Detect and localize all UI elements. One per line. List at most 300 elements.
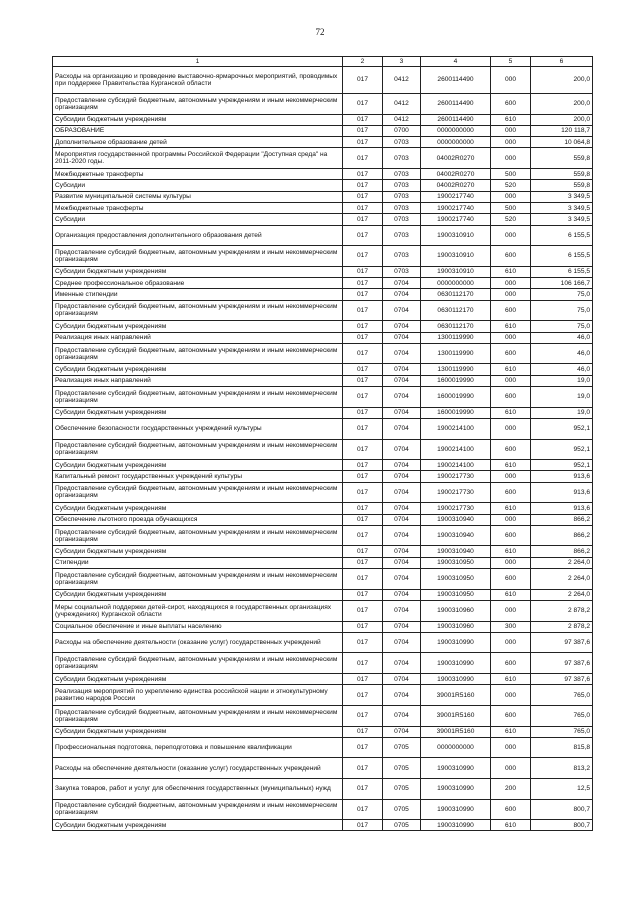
row-amount: 2 878,2 (531, 600, 593, 621)
row-target-article: 1900310990 (421, 674, 491, 685)
row-section-code: 0704 (383, 343, 421, 364)
row-department-code: 017 (343, 779, 383, 800)
row-name: Субсидии бюджетным учреждениям (53, 726, 343, 737)
row-department-code: 017 (343, 546, 383, 557)
row-expense-type: 600 (491, 525, 531, 546)
row-target-article: 1900214100 (421, 460, 491, 471)
table-row (53, 125, 593, 136)
row-department-code: 017 (343, 557, 383, 568)
row-department-code: 017 (343, 332, 383, 343)
row-target-article: 1900310940 (421, 514, 491, 525)
row-name: Расходы на обеспечение деятельности (оказание услуг) государственных учреждений (53, 758, 343, 779)
row-expense-type: 000 (491, 332, 531, 343)
row-expense-type: 000 (491, 289, 531, 300)
table-row (53, 569, 593, 590)
table-row (53, 278, 593, 289)
table-row (53, 67, 593, 94)
row-expense-type: 500 (491, 169, 531, 180)
row-target-article: 1900217730 (421, 503, 491, 514)
row-target-article: 1900310990 (421, 820, 491, 831)
table-row (53, 514, 593, 525)
row-department-code: 017 (343, 674, 383, 685)
row-section-code: 0704 (383, 278, 421, 289)
row-name: Субсидии бюджетным учреждениям (53, 114, 343, 125)
row-name: Обеспечение безопасности государственных учреждений культуры (53, 418, 343, 439)
table-row (53, 471, 593, 482)
table-row (53, 343, 593, 364)
row-target-article: 2600114490 (421, 94, 491, 115)
row-amount: 97 387,6 (531, 674, 593, 685)
row-department-code: 017 (343, 387, 383, 408)
row-amount: 765,0 (531, 705, 593, 726)
row-section-code: 0704 (383, 557, 421, 568)
row-section-code: 0704 (383, 685, 421, 706)
row-expense-type: 600 (491, 482, 531, 503)
row-section-code: 0705 (383, 779, 421, 800)
row-target-article: 1600019990 (421, 375, 491, 386)
row-expense-type: 600 (491, 653, 531, 674)
row-expense-type: 000 (491, 737, 531, 758)
row-section-code: 0704 (383, 653, 421, 674)
row-amount: 3 349,5 (531, 214, 593, 225)
row-amount: 6 155,5 (531, 246, 593, 267)
row-amount: 97 387,6 (531, 632, 593, 653)
header-cell: 4 (421, 57, 491, 67)
row-department-code: 017 (343, 482, 383, 503)
row-expense-type: 610 (491, 503, 531, 514)
row-department-code: 017 (343, 266, 383, 277)
row-amount: 6 155,5 (531, 225, 593, 246)
table-row (53, 674, 593, 685)
row-section-code: 0703 (383, 214, 421, 225)
row-target-article: 1900217730 (421, 482, 491, 503)
row-expense-type: 610 (491, 589, 531, 600)
row-amount: 2 264,0 (531, 589, 593, 600)
row-target-article: 1900310940 (421, 525, 491, 546)
row-section-code: 0412 (383, 94, 421, 115)
row-name: Субсидии бюджетным учреждениям (53, 589, 343, 600)
row-department-code: 017 (343, 375, 383, 386)
row-name: Капитальный ремонт государственных учреждений культуры (53, 471, 343, 482)
row-name: Предоставление субсидий бюджетным, автономным учреждениям и иным некоммерческим организациям (53, 246, 343, 267)
row-department-code: 017 (343, 569, 383, 590)
row-name: Субсидии бюджетным учреждениям (53, 503, 343, 514)
row-target-article: 1300119990 (421, 364, 491, 375)
row-amount: 765,0 (531, 685, 593, 706)
row-expense-type: 000 (491, 278, 531, 289)
row-amount: 12,5 (531, 779, 593, 800)
table-row (53, 300, 593, 321)
row-name: Предоставление субсидий бюджетным, автономным учреждениям и иным некоммерческим организациям (53, 569, 343, 590)
row-amount: 913,6 (531, 503, 593, 514)
row-section-code: 0704 (383, 387, 421, 408)
table-row (53, 266, 593, 277)
row-department-code: 017 (343, 278, 383, 289)
table-row (53, 225, 593, 246)
row-department-code: 017 (343, 67, 383, 94)
row-name: Субсидии бюджетным учреждениям (53, 266, 343, 277)
row-name: Предоставление субсидий бюджетным, автономным учреждениям и иным некоммерческим организациям (53, 300, 343, 321)
row-amount: 200,0 (531, 114, 593, 125)
row-name: Субсидии (53, 180, 343, 191)
row-target-article: 1300119990 (421, 332, 491, 343)
row-section-code: 0704 (383, 726, 421, 737)
row-expense-type: 600 (491, 705, 531, 726)
row-amount: 19,0 (531, 407, 593, 418)
row-department-code: 017 (343, 820, 383, 831)
row-amount: 952,1 (531, 439, 593, 460)
table-row (53, 246, 593, 267)
row-section-code: 0703 (383, 225, 421, 246)
row-expense-type: 000 (491, 137, 531, 148)
row-name: Предоставление субсидий бюджетным, автономным учреждениям и иным некоммерческим организациям (53, 799, 343, 820)
row-expense-type: 000 (491, 600, 531, 621)
row-expense-type: 000 (491, 191, 531, 202)
row-section-code: 0704 (383, 289, 421, 300)
row-amount: 952,1 (531, 418, 593, 439)
row-expense-type: 600 (491, 569, 531, 590)
row-department-code: 017 (343, 289, 383, 300)
row-expense-type: 000 (491, 375, 531, 386)
row-amount: 866,2 (531, 525, 593, 546)
row-department-code: 017 (343, 514, 383, 525)
row-target-article: 0000000000 (421, 278, 491, 289)
row-expense-type: 610 (491, 321, 531, 332)
row-expense-type: 000 (491, 514, 531, 525)
row-target-article: 1900214100 (421, 439, 491, 460)
table-row (53, 632, 593, 653)
row-expense-type: 000 (491, 632, 531, 653)
row-name: Реализация иных направлений (53, 332, 343, 343)
row-amount: 19,0 (531, 375, 593, 386)
table-row (53, 191, 593, 202)
row-section-code: 0704 (383, 332, 421, 343)
row-section-code: 0705 (383, 820, 421, 831)
row-expense-type: 000 (491, 125, 531, 136)
row-department-code: 017 (343, 169, 383, 180)
row-section-code: 0704 (383, 364, 421, 375)
row-target-article: 1900310950 (421, 569, 491, 590)
row-name: Межбюджетные трансферты (53, 169, 343, 180)
header-cell: 3 (383, 57, 421, 67)
row-department-code: 017 (343, 246, 383, 267)
row-department-code: 017 (343, 191, 383, 202)
row-expense-type: 600 (491, 246, 531, 267)
row-department-code: 017 (343, 439, 383, 460)
row-target-article: 1900217740 (421, 202, 491, 213)
table-row (53, 289, 593, 300)
row-department-code: 017 (343, 214, 383, 225)
row-expense-type: 000 (491, 67, 531, 94)
row-section-code: 0704 (383, 503, 421, 514)
row-target-article: 0000000000 (421, 125, 491, 136)
row-name: Субсидии бюджетным учреждениям (53, 820, 343, 831)
row-name: Расходы на обеспечение деятельности (оказание услуг) государственных учреждений (53, 632, 343, 653)
row-name: Межбюджетные трансферты (53, 202, 343, 213)
row-expense-type: 000 (491, 685, 531, 706)
table-row (53, 737, 593, 758)
row-target-article: 1900310940 (421, 546, 491, 557)
table-row (53, 407, 593, 418)
row-name: Закупка товаров, работ и услуг для обеспечения государственных (муниципальных) нужд (53, 779, 343, 800)
row-name: Предоставление субсидий бюджетным, автономным учреждениям и иным некоммерческим организациям (53, 705, 343, 726)
row-amount: 813,2 (531, 758, 593, 779)
row-department-code: 017 (343, 600, 383, 621)
row-expense-type: 610 (491, 364, 531, 375)
row-department-code: 017 (343, 460, 383, 471)
row-expense-type: 200 (491, 779, 531, 800)
row-section-code: 0412 (383, 67, 421, 94)
row-expense-type: 610 (491, 460, 531, 471)
row-amount: 120 118,7 (531, 125, 593, 136)
row-name: Именные стипендии (53, 289, 343, 300)
row-target-article: 39001R5160 (421, 685, 491, 706)
row-expense-type: 600 (491, 387, 531, 408)
table-row (53, 321, 593, 332)
row-target-article: 1900310960 (421, 600, 491, 621)
row-name: Социальное обеспечение и иные выплаты населению (53, 621, 343, 632)
table-row (53, 214, 593, 225)
row-section-code: 0704 (383, 600, 421, 621)
row-target-article: 1900217740 (421, 191, 491, 202)
row-department-code: 017 (343, 125, 383, 136)
row-department-code: 017 (343, 148, 383, 169)
row-department-code: 017 (343, 471, 383, 482)
row-section-code: 0704 (383, 418, 421, 439)
row-section-code: 0703 (383, 169, 421, 180)
row-name: Меры социальной поддержки детей-сирот, находящихся в государственных организациях (учреждениях) Курганской области (53, 600, 343, 621)
row-section-code: 0704 (383, 482, 421, 503)
row-target-article: 0630112170 (421, 289, 491, 300)
row-name: Субсидии бюджетным учреждениям (53, 460, 343, 471)
row-expense-type: 300 (491, 621, 531, 632)
row-expense-type: 610 (491, 266, 531, 277)
row-department-code: 017 (343, 300, 383, 321)
row-name: Реализация мероприятий по укреплению единства российской нации и этнокультурному развитию народов России (53, 685, 343, 706)
row-expense-type: 610 (491, 674, 531, 685)
table-row (53, 685, 593, 706)
row-section-code: 0704 (383, 569, 421, 590)
header-cell: 6 (531, 57, 593, 67)
table-row (53, 482, 593, 503)
row-section-code: 0704 (383, 525, 421, 546)
row-section-code: 0703 (383, 266, 421, 277)
row-section-code: 0700 (383, 125, 421, 136)
row-expense-type: 610 (491, 546, 531, 557)
row-amount: 765,0 (531, 726, 593, 737)
table-row (53, 418, 593, 439)
row-department-code: 017 (343, 705, 383, 726)
row-target-article: 1900214100 (421, 418, 491, 439)
row-expense-type: 610 (491, 820, 531, 831)
row-section-code: 0704 (383, 589, 421, 600)
row-target-article: 1900310990 (421, 799, 491, 820)
row-name: Предоставление субсидий бюджетным, автономным учреждениям и иным некоммерческим организациям (53, 94, 343, 115)
row-expense-type: 600 (491, 94, 531, 115)
table-row (53, 820, 593, 831)
table-row (53, 758, 593, 779)
row-expense-type: 000 (491, 557, 531, 568)
row-section-code: 0412 (383, 114, 421, 125)
row-department-code: 017 (343, 621, 383, 632)
row-target-article: 1600019990 (421, 387, 491, 408)
row-name: Предоставление субсидий бюджетным, автономным учреждениям и иным некоммерческим организациям (53, 343, 343, 364)
row-amount: 200,0 (531, 67, 593, 94)
table-row (53, 546, 593, 557)
row-name: Мероприятия государственной программы Российской Федерации "Доступная среда" на 2011-2020 годы. (53, 148, 343, 169)
row-target-article: 39001R5160 (421, 726, 491, 737)
row-expense-type: 000 (491, 471, 531, 482)
row-expense-type: 610 (491, 726, 531, 737)
row-amount: 97 387,6 (531, 653, 593, 674)
row-target-article: 1900310910 (421, 225, 491, 246)
row-name: Профессиональная подготовка, переподготовка и повышение квалификации (53, 737, 343, 758)
row-section-code: 0704 (383, 674, 421, 685)
row-department-code: 017 (343, 364, 383, 375)
row-amount: 106 166,7 (531, 278, 593, 289)
table-row (53, 202, 593, 213)
row-expense-type: 520 (491, 180, 531, 191)
row-department-code: 017 (343, 503, 383, 514)
row-department-code: 017 (343, 94, 383, 115)
row-target-article: 1300119990 (421, 343, 491, 364)
row-department-code: 017 (343, 202, 383, 213)
row-section-code: 0703 (383, 148, 421, 169)
row-amount: 913,6 (531, 482, 593, 503)
row-amount: 3 349,5 (531, 202, 593, 213)
row-expense-type: 610 (491, 114, 531, 125)
row-section-code: 0704 (383, 375, 421, 386)
row-amount: 866,2 (531, 546, 593, 557)
row-target-article: 0000000000 (421, 137, 491, 148)
row-amount: 3 349,5 (531, 191, 593, 202)
row-name: Предоставление субсидий бюджетным, автономным учреждениям и иным некоммерческим организациям (53, 525, 343, 546)
row-section-code: 0703 (383, 202, 421, 213)
row-name: Субсидии бюджетным учреждениям (53, 321, 343, 332)
table-row (53, 525, 593, 546)
row-amount: 913,6 (531, 471, 593, 482)
row-amount: 75,0 (531, 300, 593, 321)
row-amount: 559,8 (531, 180, 593, 191)
row-name: Дополнительное образование детей (53, 137, 343, 148)
table-row (53, 799, 593, 820)
row-section-code: 0703 (383, 246, 421, 267)
row-amount: 46,0 (531, 343, 593, 364)
table-row (53, 705, 593, 726)
row-department-code: 017 (343, 653, 383, 674)
row-department-code: 017 (343, 418, 383, 439)
table-row (53, 503, 593, 514)
row-name: Субсидии бюджетным учреждениям (53, 407, 343, 418)
table-row (53, 439, 593, 460)
budget-table (52, 56, 593, 831)
row-department-code: 017 (343, 407, 383, 418)
table-row (53, 94, 593, 115)
row-amount: 866,2 (531, 514, 593, 525)
row-target-article: 1900310960 (421, 621, 491, 632)
row-name: Предоставление субсидий бюджетным, автономным учреждениям и иным некоммерческим организациям (53, 482, 343, 503)
row-name: ОБРАЗОВАНИЕ (53, 125, 343, 136)
header-cell: 1 (53, 57, 343, 67)
row-department-code: 017 (343, 737, 383, 758)
table-header-row (53, 57, 593, 67)
row-expense-type: 600 (491, 343, 531, 364)
row-amount: 2 878,2 (531, 621, 593, 632)
row-amount: 2 264,0 (531, 557, 593, 568)
table-row (53, 364, 593, 375)
row-amount: 200,0 (531, 94, 593, 115)
table-row (53, 332, 593, 343)
row-expense-type: 000 (491, 225, 531, 246)
row-section-code: 0704 (383, 514, 421, 525)
row-target-article: 04002R0270 (421, 180, 491, 191)
row-amount: 46,0 (531, 332, 593, 343)
row-amount: 6 155,5 (531, 266, 593, 277)
row-target-article: 04002R0270 (421, 148, 491, 169)
table-row (53, 375, 593, 386)
row-section-code: 0704 (383, 300, 421, 321)
table-row (53, 169, 593, 180)
row-department-code: 017 (343, 525, 383, 546)
row-expense-type: 000 (491, 758, 531, 779)
row-name: Предоставление субсидий бюджетным, автономным учреждениям и иным некоммерческим организациям (53, 387, 343, 408)
row-expense-type: 600 (491, 799, 531, 820)
row-name: Организация предоставления дополнительного образования детей (53, 225, 343, 246)
table-row (53, 114, 593, 125)
row-section-code: 0705 (383, 758, 421, 779)
table-row (53, 557, 593, 568)
row-name: Среднее профессиональное образование (53, 278, 343, 289)
header-cell: 5 (491, 57, 531, 67)
row-section-code: 0705 (383, 799, 421, 820)
row-department-code: 017 (343, 726, 383, 737)
row-department-code: 017 (343, 114, 383, 125)
row-name: Субсидии бюджетным учреждениям (53, 546, 343, 557)
row-section-code: 0704 (383, 407, 421, 418)
row-target-article: 0630112170 (421, 300, 491, 321)
row-department-code: 017 (343, 137, 383, 148)
row-department-code: 017 (343, 589, 383, 600)
row-amount: 46,0 (531, 364, 593, 375)
row-section-code: 0703 (383, 137, 421, 148)
row-target-article: 1900310910 (421, 266, 491, 277)
row-name: Реализация иных направлений (53, 375, 343, 386)
row-section-code: 0704 (383, 439, 421, 460)
row-section-code: 0703 (383, 191, 421, 202)
row-department-code: 017 (343, 632, 383, 653)
row-department-code: 017 (343, 685, 383, 706)
row-expense-type: 000 (491, 418, 531, 439)
row-amount: 952,1 (531, 460, 593, 471)
row-target-article: 0000000000 (421, 737, 491, 758)
table-row (53, 387, 593, 408)
table-row (53, 148, 593, 169)
row-target-article: 1900310910 (421, 246, 491, 267)
row-amount: 19,0 (531, 387, 593, 408)
row-amount: 815,8 (531, 737, 593, 758)
row-department-code: 017 (343, 225, 383, 246)
row-target-article: 1900310990 (421, 758, 491, 779)
table-row (53, 137, 593, 148)
row-amount: 559,8 (531, 169, 593, 180)
row-target-article: 1900310990 (421, 632, 491, 653)
row-target-article: 1600019990 (421, 407, 491, 418)
table-row (53, 460, 593, 471)
row-target-article: 1900217730 (421, 471, 491, 482)
table-row (53, 653, 593, 674)
row-amount: 800,7 (531, 799, 593, 820)
row-expense-type: 000 (491, 148, 531, 169)
